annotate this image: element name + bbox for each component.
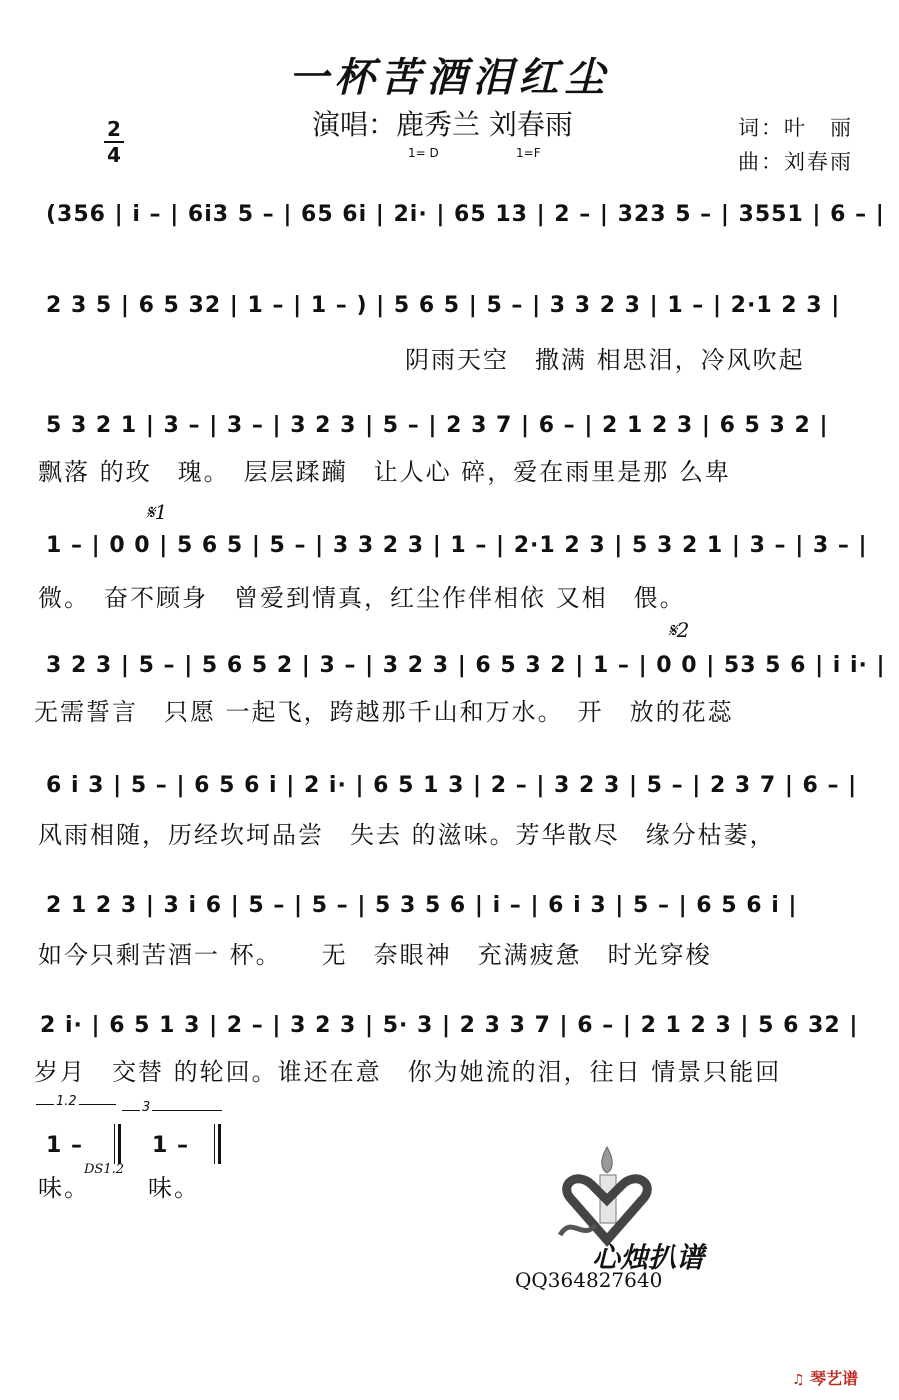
notation-row-5: 3 2 3 | 5 – | 5 6 5 2 | 3 – | 3 2 3 | 6 5 3 2 | 1 – | 0 0 | 53 5 6 | i i· | [46, 653, 886, 678]
lyricist-credit: 词：叶 丽 [738, 116, 853, 140]
segno-mark-1: 𝄋1 [146, 500, 168, 524]
watermark-qq: QQ364827640 [515, 1268, 663, 1292]
volta-bracket-2 [122, 1100, 222, 1121]
key-signature-2: 1=F [516, 146, 541, 160]
final-barline [214, 1124, 221, 1164]
watermark-text: 心烛扒谱 [592, 1241, 705, 1274]
time-signature-bottom: 4 [107, 143, 121, 167]
song-title: 一杯苦酒泪红尘 [288, 54, 611, 101]
site-logo-icon: ♫ [792, 1372, 805, 1388]
time-signature-top: 2 [107, 117, 121, 141]
volta-label-2: 3 [142, 1100, 151, 1115]
lyric-row-7: 如今只剩苦酒一 杯。 无 奈眼神 充满疲惫 时光穿梭 [38, 941, 712, 969]
notation-row-7: 2 1 2 3 | 3 i 6 | 5 – | 5 – | 5 3 5 6 | i – | 6 i 3 | 5 – | 6 5 6 i | [46, 893, 798, 918]
ending-lyric-1: 味。 [38, 1174, 90, 1202]
composer-credit: 曲：刘春雨 [738, 150, 853, 174]
site-logo-text: 琴艺谱 [810, 1369, 859, 1388]
time-signature [104, 118, 124, 166]
lyric-row-6: 风雨相随，历经坎坷品尝 失去 的滋味。芳华散尽 缘分枯萎， [38, 821, 776, 849]
lyric-row-2: 阴雨天空 撒满 相思泪，冷风吹起 [405, 346, 805, 374]
notation-row-8: 2 i· | 6 5 1 3 | 2 – | 3 2 3 | 5· 3 | 2 3 3 7 | 6 – | 2 1 2 3 | 5 6 32 | [40, 1013, 859, 1038]
singer-credit: 演唱：鹿秀兰 刘春雨 [312, 108, 573, 141]
key-signature-1: 1= D [408, 146, 439, 160]
lyric-row-3: 飘落 的玫 瑰。 层层蹂躏 让人心 碎，爱在雨里是那 么卑 [38, 458, 731, 486]
dal-segno-mark: DS1.2 [84, 1162, 125, 1177]
notation-row-6: 6 i 3 | 5 – | 6 5 6 i | 2 i· | 6 5 1 3 | 2 – | 3 2 3 | 5 – | 2 3 7 | 6 – | [46, 773, 858, 798]
volta-bracket-1 [36, 1094, 116, 1115]
site-logo [792, 1366, 858, 1389]
volta-label-1: 1.2 [56, 1094, 77, 1109]
ending-notes-1: 1 – [46, 1133, 83, 1158]
notation-row-2: 2 3 5 | 6 5 32 | 1 – | 1 – ) | 5 6 5 | 5 – | 3 3 2 3 | 1 – | 2·1 2 3 | [46, 293, 841, 318]
lyric-row-5: 无需誓言 只愿 一起飞，跨越那千山和万水。 开 放的花蕊 [34, 698, 734, 726]
repeat-barline [114, 1124, 121, 1164]
ending-lyric-2: 味。 [148, 1174, 200, 1202]
lyric-row-4: 微。 奋不顾身 曾爱到情真，红尘作伴相依 又相 偎。 [38, 584, 686, 612]
segno-mark-2: 𝄋2 [668, 618, 690, 642]
ending-notes-2: 1 – [152, 1133, 189, 1158]
notation-row-4: 1 – | 0 0 | 5 6 5 | 5 – | 3 3 2 3 | 1 – | 2·1 2 3 | 5 3 2 1 | 3 – | 3 – | [46, 533, 868, 558]
lyric-row-8: 岁月 交替 的轮回。谁还在意 你为她流的泪，往日 情景只能回 [34, 1058, 782, 1086]
notation-row-3: 5 3 2 1 | 3 – | 3 – | 3 2 3 | 5 – | 2 3 7 | 6 – | 2 1 2 3 | 6 5 3 2 | [46, 413, 829, 438]
notation-row-1: (356 | i – | 6i3 5 – | 65 6i | 2i· | 65 13 | 2 – | 323 5 – | 3551 | 6 – | [46, 202, 885, 227]
